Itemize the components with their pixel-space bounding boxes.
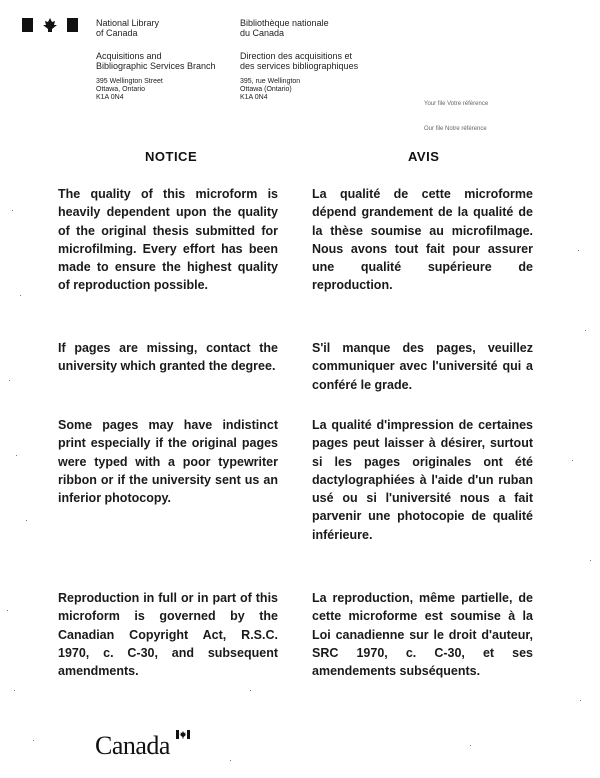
paragraph-copyright-en: Reproduction in full or in part of this microform is governed by the Canadian Copyright Act, R.S.C. 1970, c. C-30, and subsequent amendments. bbox=[58, 591, 278, 679]
canada-flag-icon bbox=[176, 730, 190, 739]
division-name-fr: Direction des acquisitions et des services bibliographiques bbox=[240, 51, 359, 71]
division-name-en: Acquisitions and Bibliographic Services Branch bbox=[96, 51, 216, 71]
institution-name-fr: Bibliothèque nationale du Canada bbox=[240, 18, 329, 38]
paragraph-copyright-fr: La reproduction, même partielle, de cette microforme est soumise à la Loi canadienne sur le droit d'auteur, SRC 1970, c. C-30, et ses amendements subséquents. bbox=[312, 591, 533, 679]
paragraph-missing-pages-fr: S'il manque des pages, veuillez communiquer avec l'université qui a conféré le grade. bbox=[312, 341, 533, 392]
paragraph-quality-en: The quality of this microform is heavily dependent upon the quality of the original thesis submitted for microfilming. Every effort has been made to ensure the highest quality of reproduction possible. bbox=[58, 187, 278, 293]
reference-your-file: Your file Votre référence bbox=[424, 101, 489, 107]
reference-our-file: Our file Notre référence bbox=[424, 126, 487, 132]
notice-heading-fr: AVIS bbox=[408, 149, 440, 164]
paragraph-quality-fr: La qualité de cette microforme dépend grandement de la qualité de la thèse soumise au microfilmage. Nous avons tout fait pour assurer une qualité supérieure de reproduction. bbox=[312, 187, 533, 293]
paragraph-indistinct-print-fr: La qualité d'impression de certaines pages peut laisser à désirer, surtout si les pages originales ont été dactylographiées à l'aide d'un ruban usé ou si l'université nous a fait parvenir une photocopie de qualité inférieure. bbox=[312, 418, 533, 542]
paragraph-missing-pages-en: If pages are missing, contact the university which granted the degree. bbox=[58, 341, 278, 374]
notice-heading-en: NOTICE bbox=[145, 149, 198, 164]
canada-flag-icon bbox=[22, 17, 78, 33]
institution-name-en: National Library of Canada bbox=[96, 18, 160, 38]
canada-wordmark: Canada bbox=[95, 731, 170, 760]
address-en: 395 Wellington Street Ottawa, Ontario K1A 0N4 bbox=[96, 78, 163, 101]
address-fr: 395, rue Wellington Ottawa (Ontario) K1A 0N4 bbox=[240, 78, 301, 101]
paragraph-indistinct-print-en: Some pages may have indistinct print especially if the original pages were typed with a poor typewriter ribbon or if the university sent us an inferior photocopy. bbox=[58, 418, 278, 506]
